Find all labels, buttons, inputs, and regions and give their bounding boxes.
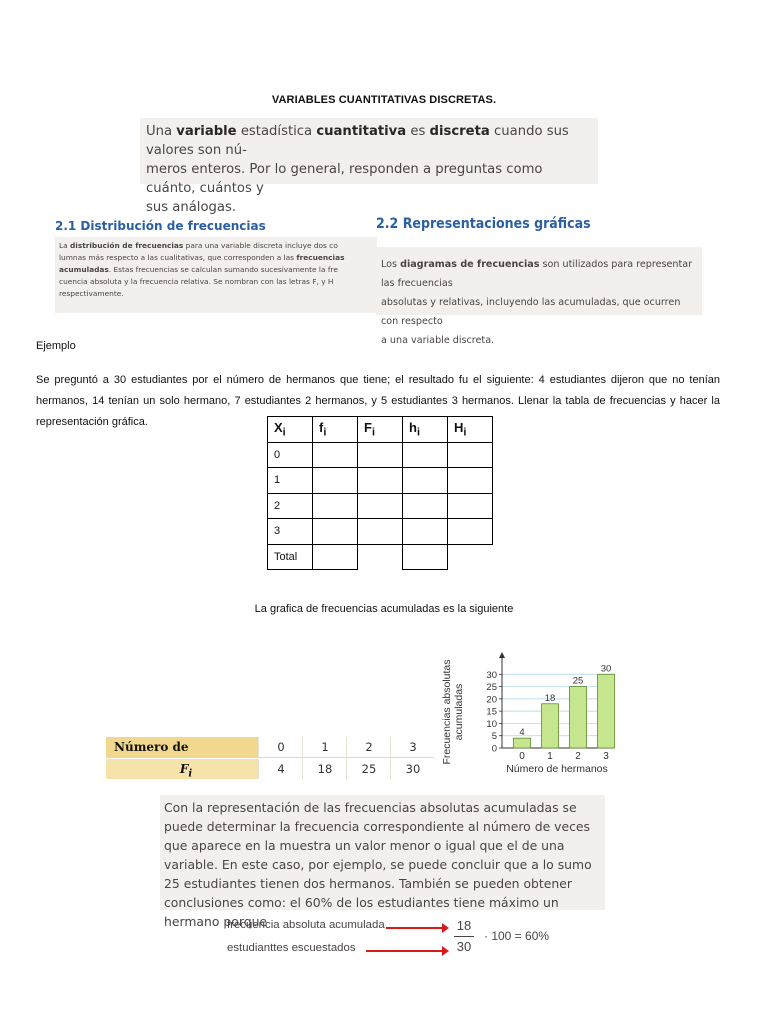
data-label: 25 xyxy=(572,675,584,687)
definition-line-1: Una variable estadística cuantitativa es discreta cuando sus valores son nú- xyxy=(146,124,569,158)
y-axis-label-line-2: acumuladas xyxy=(453,683,465,741)
table-cell: 25 xyxy=(346,759,391,779)
x-tick-label: 3 xyxy=(603,751,609,762)
input-cell[interactable] xyxy=(448,519,493,545)
input-cell[interactable] xyxy=(448,468,493,494)
definition-box xyxy=(140,118,598,215)
bar xyxy=(514,738,531,748)
formula-label-denominator: estudianttes escuestados xyxy=(227,942,356,954)
table-row xyxy=(106,759,434,779)
section-text-representaciones: Los diagramas de frecuencias son utilizados para representar las frecuencias absolutas y relativas, incluyendo las acumuladas, que ocurren con respecto a una variable discreta. xyxy=(376,247,702,315)
input-cell[interactable] xyxy=(313,468,358,494)
table-row: 3 xyxy=(268,519,493,545)
header-fi: $f_i$ xyxy=(313,417,358,443)
input-cell[interactable] xyxy=(403,493,448,519)
example-label: Ejemplo xyxy=(36,340,76,352)
y-tick-label: 10 xyxy=(486,718,497,730)
input-cell[interactable] xyxy=(358,493,403,519)
input-cell[interactable] xyxy=(313,544,358,570)
section-heading-distribucion: 2.1 Distribución de frecuencias xyxy=(55,219,266,233)
data-label: 30 xyxy=(600,663,612,675)
data-label: 4 xyxy=(519,727,525,739)
header-Hi: $H_i$ xyxy=(448,417,493,443)
explanation-text: Con la representación de las frecuencias absolutas acumuladas se puede determinar la frecuencia correspondiente al número de veces que aparece en la muestra un valor menor o igual que el de una variable. En este caso, por ejemplo, se puede concluir que a lo sumo 25 estudiantes tienen dos hermanos. También se pueden obtener conclusiones como: el 60% de los estudiantes tiene máximo un hermano porque xyxy=(160,795,605,910)
input-cell[interactable] xyxy=(313,442,358,468)
definition-line-3: sus análogas. xyxy=(146,200,237,215)
y-tick-label: 0 xyxy=(491,743,497,755)
chart-caption: La grafica de frecuencias acumuladas es la siguiente xyxy=(254,603,514,615)
table-total-row: Total xyxy=(268,544,493,570)
row-label-Fi: $F_i$ xyxy=(106,759,258,779)
bar xyxy=(598,674,615,748)
input-cell[interactable] xyxy=(358,468,403,494)
table-cell: 0 xyxy=(258,737,303,757)
table-row: 1 xyxy=(268,468,493,494)
input-cell[interactable] xyxy=(313,519,358,545)
row-label-hermanos: Número de xyxy=(106,737,258,757)
y-tick-label: 25 xyxy=(486,682,497,694)
formula-label-numerator: frecuencia absoluta acumulada xyxy=(227,919,385,931)
y-axis-arrow-icon xyxy=(499,652,505,658)
page-title: VARIABLES CUANTITATIVAS DISCRETAS. xyxy=(271,94,497,106)
formula-result: · 100 = 60% xyxy=(484,929,550,943)
table-header-row xyxy=(268,417,493,443)
section-heading-representaciones: 2.2 Representaciones gráficas xyxy=(376,216,591,232)
x-tick-label: 0 xyxy=(519,751,525,762)
fraction-denominator: 30 xyxy=(456,939,472,954)
table-cell: 4 xyxy=(258,759,303,779)
table-row: 2 xyxy=(268,493,493,519)
header-xi: $X_i$ xyxy=(268,417,313,443)
input-cell[interactable] xyxy=(358,519,403,545)
header-hi: $h_i$ xyxy=(403,417,448,443)
input-cell[interactable] xyxy=(358,442,403,468)
problem-statement: Se preguntó a 30 estudiantes por el número de hermanos que tiene; el resultado fu el siguiente: 4 estudiantes dijeron que no tenían hermanos, 14 tenían un solo hermano, 7 estudiantes 2 hermanos, y 5 estudiantes 3 hermanos. Llenar la tabla de frecuencias y hacer la representación gráfica. xyxy=(36,374,720,428)
x-axis-label: Número de hermanos xyxy=(506,763,608,775)
input-cell[interactable] xyxy=(448,442,493,468)
table-cell: 1 xyxy=(302,737,347,757)
y-tick-label: 15 xyxy=(486,706,497,718)
bar xyxy=(542,704,559,748)
cumulative-frequency-chart xyxy=(436,650,622,775)
y-tick-label: 30 xyxy=(486,669,497,681)
fraction-numerator: 18 xyxy=(456,918,472,933)
input-cell[interactable] xyxy=(448,493,493,519)
percentage-formula xyxy=(222,912,562,962)
definition-line-2: meros enteros. Por lo general, responden a preguntas como cuánto, cuántos y xyxy=(146,162,543,196)
input-cell[interactable] xyxy=(403,519,448,545)
x-tick-label: 1 xyxy=(547,751,553,762)
table-row: 0 xyxy=(268,442,493,468)
section-text-distribucion: La distribución de frecuencias para una variable discreta incluye dos co lumnas más respecto a las cualitativas, que corresponden a las frecuencias acumuladas. Estas frecuencias se calculan sumando sucesivamente la fre cuencia absoluta y la frecuencia relativa. Se nombran con las letras F, y H respectivamente. xyxy=(55,237,377,313)
table-row xyxy=(106,737,434,758)
fraction-bar xyxy=(454,936,474,937)
table-cell: 18 xyxy=(302,759,347,779)
table-cell: 2 xyxy=(346,737,391,757)
arrow-icon xyxy=(386,927,444,929)
header-Fi: $F_i$ xyxy=(358,417,403,443)
bar xyxy=(570,687,587,748)
arrow-icon xyxy=(366,950,444,952)
input-cell[interactable] xyxy=(313,493,358,519)
example-frequency-table xyxy=(106,737,434,779)
frequency-table xyxy=(267,416,493,570)
table-cell: 30 xyxy=(390,759,435,779)
y-tick-label: 20 xyxy=(486,694,497,706)
table-cell: 3 xyxy=(390,737,435,757)
y-tick-label: 5 xyxy=(491,731,497,743)
input-cell[interactable] xyxy=(403,442,448,468)
y-axis-label-line-1: Frecuencias absolutas xyxy=(441,659,453,765)
input-cell[interactable] xyxy=(403,544,448,570)
data-label: 18 xyxy=(544,692,556,704)
input-cell[interactable] xyxy=(403,468,448,494)
x-tick-label: 2 xyxy=(575,751,581,762)
